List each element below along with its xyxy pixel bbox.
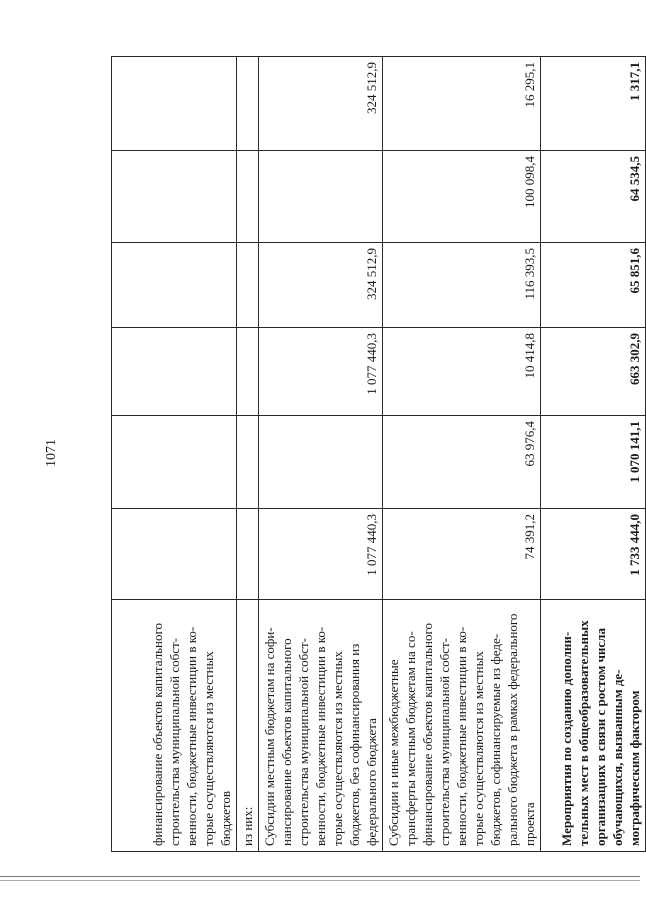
table-row: [259, 57, 383, 852]
table-cell: [237, 509, 259, 600]
table-cell: [112, 243, 237, 328]
rotated-table-wrapper: [111, 57, 642, 852]
table-cell: 1 077 440,3: [259, 328, 383, 416]
table-cell: 1 077 440,3: [259, 509, 383, 600]
page-number: [40, 0, 64, 905]
table-cell: [237, 328, 259, 416]
table-cell: 324 512,9: [259, 57, 383, 151]
table-cell: [237, 151, 259, 243]
table-cell: [259, 151, 383, 243]
table-cell: [112, 151, 237, 243]
table-cell: [259, 416, 383, 509]
row-label: Субсидии местным бюджетам на софинансирование объектов капитального строительства муниципальной собственности, бюджетные инвестиции в которые осуществляются из местных бюджетов, без софинансирования из федерального бюджета: [259, 600, 383, 852]
table-cell: 1 733 444,0: [541, 509, 646, 600]
table-cell: 74 391,2: [383, 509, 541, 600]
table-cell: [237, 416, 259, 509]
table-row: [541, 57, 646, 852]
table-row: [383, 57, 541, 852]
row-label: Субсидии и иные межбюджетные трансферты местным бюджетам на софинансирование объектов капитального строительства муниципальной собственности, бюджетные инвестиции в которые осуществляются из местных бюджетов, софинансируемые из федерального бюджета в рамках федерального проекта: [383, 600, 541, 852]
table-cell: [112, 57, 237, 151]
table-cell: 324 512,9: [259, 243, 383, 328]
table-cell: 63 976,4: [383, 416, 541, 509]
table-cell: [112, 328, 237, 416]
table-row: [112, 57, 237, 852]
table-cell: [112, 509, 237, 600]
budget-table: [111, 56, 646, 852]
table-cell: 663 302,9: [541, 328, 646, 416]
table-cell: 10 414,8: [383, 328, 541, 416]
table-cell: 116 393,5: [383, 243, 541, 328]
table-cell: [237, 57, 259, 151]
table-cell: 64 534,5: [541, 151, 646, 243]
table-cell: [237, 243, 259, 328]
row-label: Мероприятия по созданию дополнительных мест в общеобразовательных организациях в связи с ростом числа обучающихся, вызванным демографическим фактором: [541, 600, 646, 852]
table-cell: 100 098,4: [383, 151, 541, 243]
rotated-table-inner: [111, 57, 642, 852]
table-cell: 16 295,1: [383, 57, 541, 151]
bottom-rule-line: [0, 876, 640, 877]
table-cell: 1 070 141,1: [541, 416, 646, 509]
page-number-text: 1071: [44, 438, 59, 467]
table-row: [237, 57, 259, 852]
row-label: финансирование объектов капитального строительства муниципальной собственности, бюджетные инвестиции в которые осуществляются из местных бюджетов: [112, 600, 237, 852]
row-label: из них:: [237, 600, 259, 852]
table-cell: 1 317,1: [541, 57, 646, 151]
table-cell: [112, 416, 237, 509]
table-cell: 65 851,6: [541, 243, 646, 328]
bottom-rule-line: [0, 880, 640, 881]
